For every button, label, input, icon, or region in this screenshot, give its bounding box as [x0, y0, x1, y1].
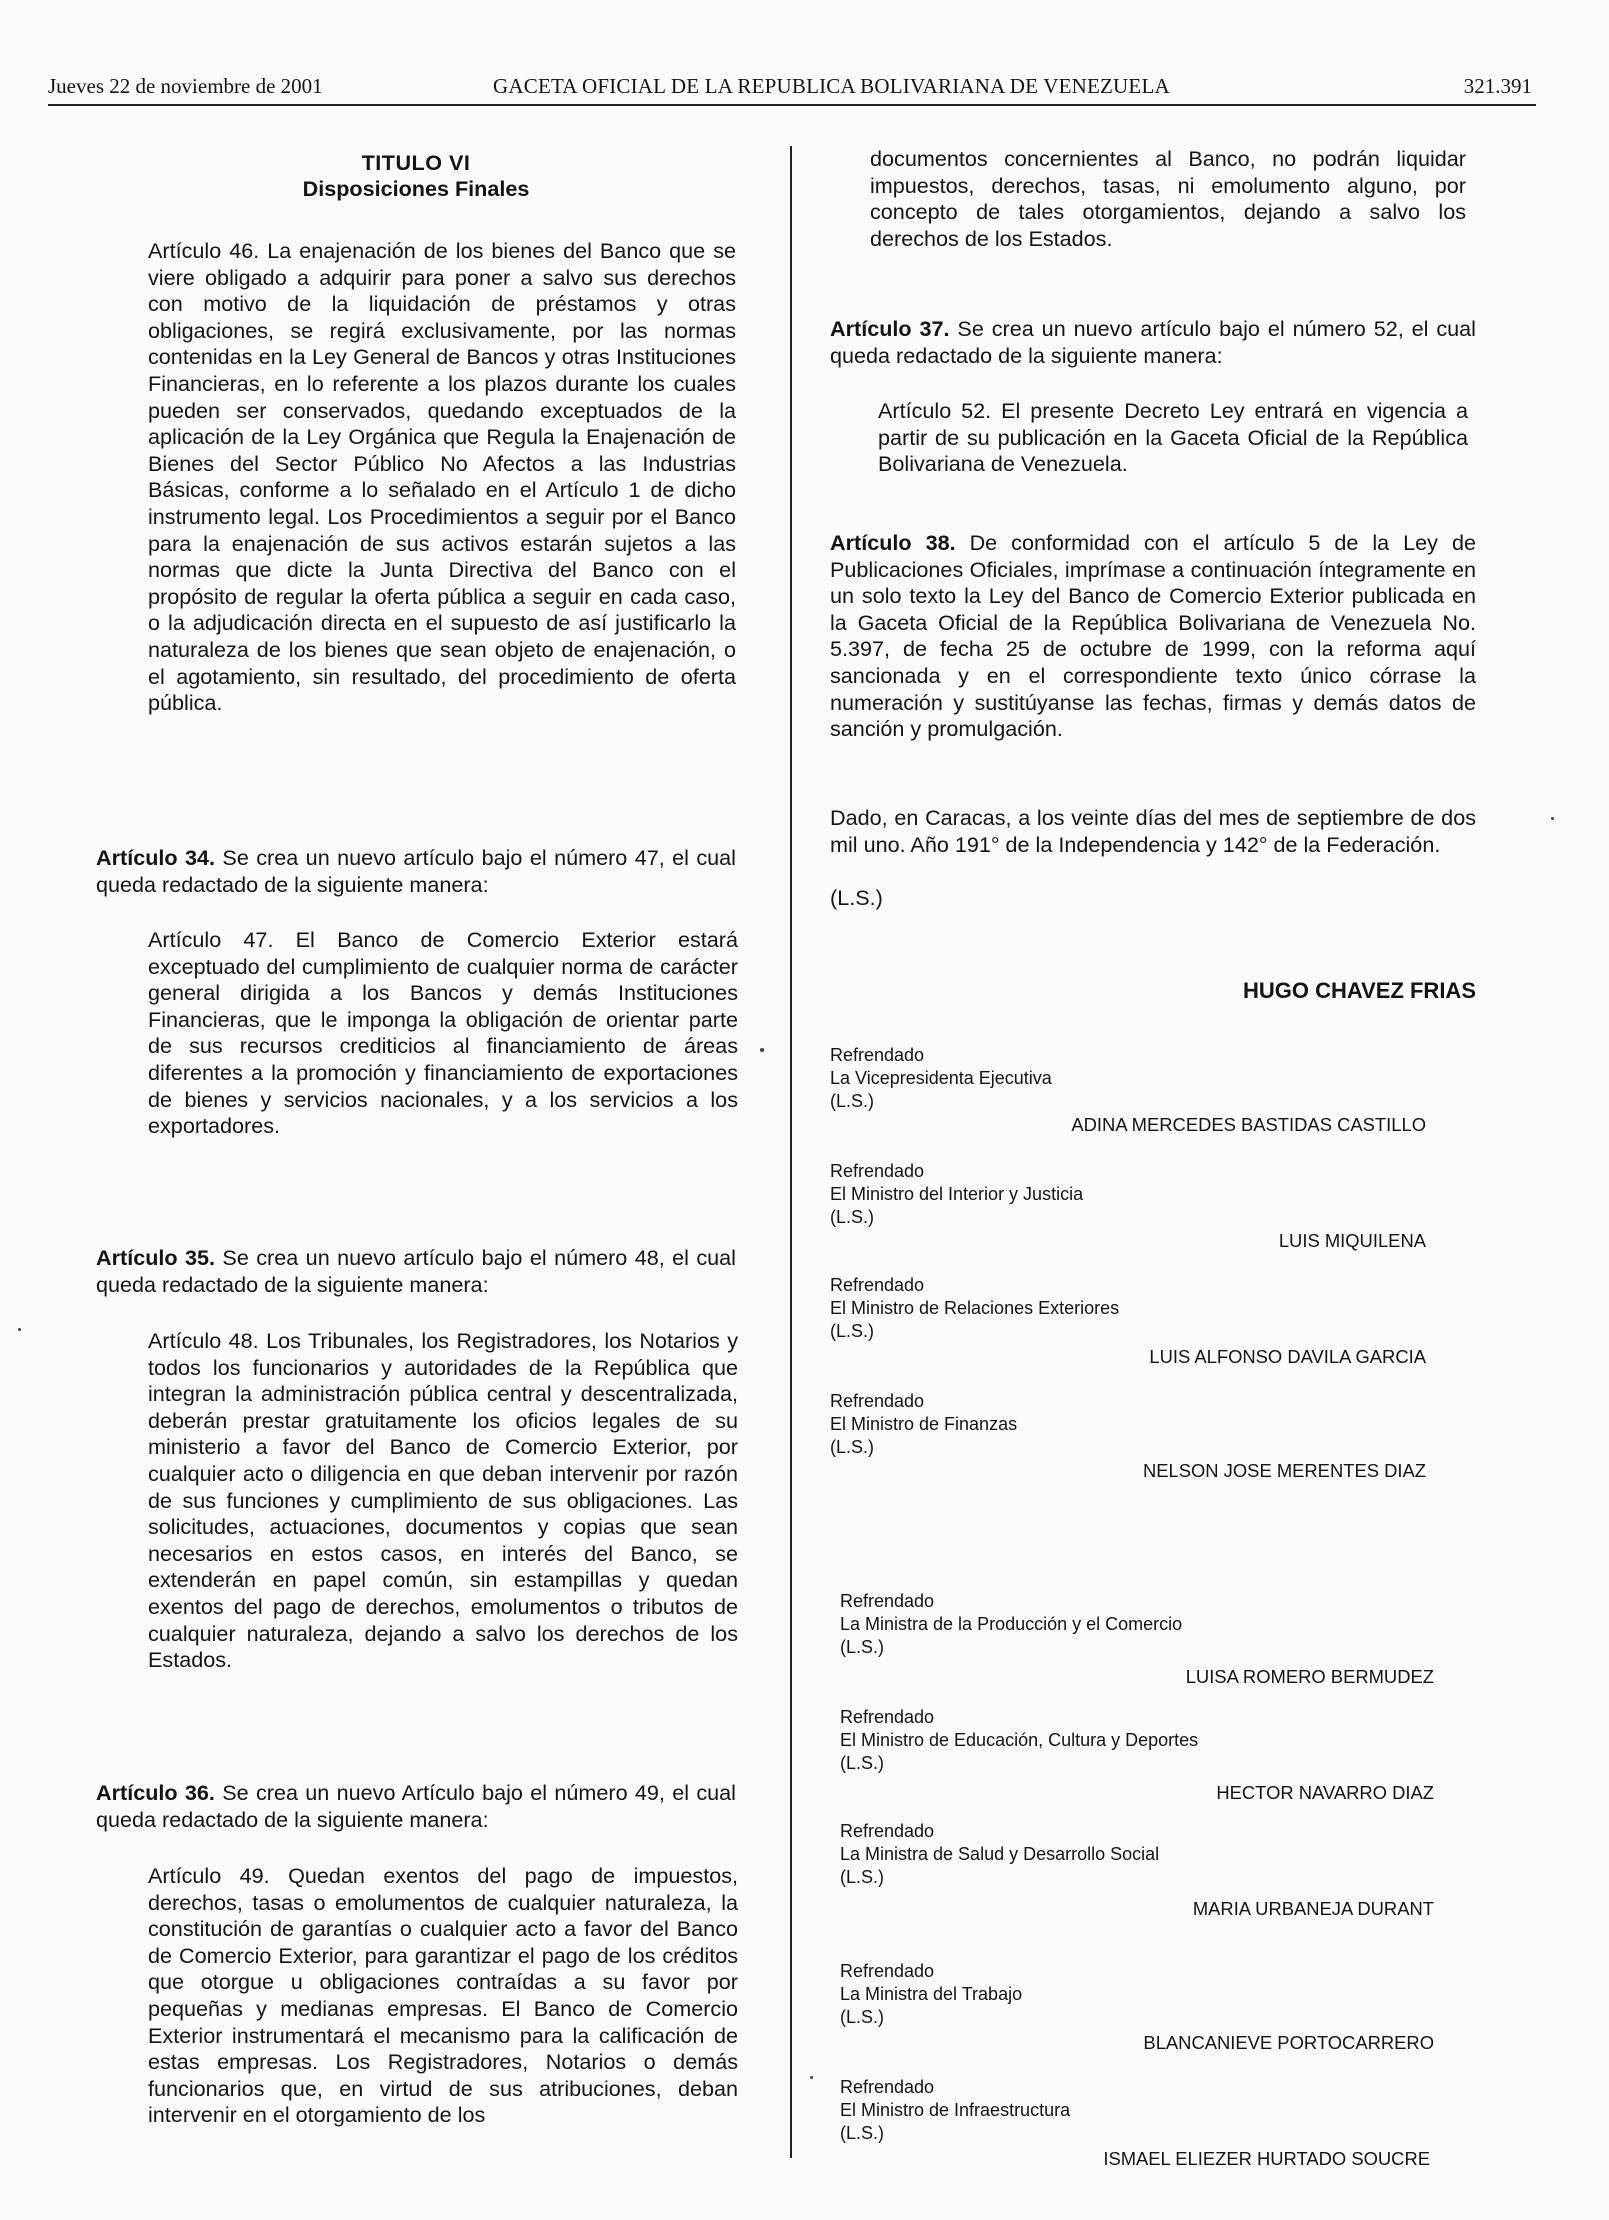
section-title: TITULO VI	[361, 150, 471, 175]
article-46: Artículo 46. La enajenación de los bienes del Banco que se viere obligado a adquirir para poner a salvo sus derechos con motivo de la liquidación de préstamos y otras obligaciones, se regirá exclusivamente, por las normas contenidas en la Ley General de Bancos y otras Instituciones Financieras, en lo referente a los plazos durante los cuales pueden ser conservados, quedando exceptuados de la aplicación de la Ley Orgánica que Regula la Enajenación de Bienes del Sector Público No Afectos a las Industrias Básicas, conforme a lo señalado en el Artículo 1 de dicho instrumento legal. Los Procedimientos a seguir por el Banco para la enajenación de sus activos estarán sujetos a las normas que dicte la Junta Directiva del Banco con el propósito de regular la oferta pública a seguir en cada caso, o la adjudicación directa en el supuesto de así justificarlo la naturaleza de los bienes que sean objeto de enajenación, o el agotamiento, sin resultado, del procedimiento de oferta pública.	[148, 238, 736, 716]
countersignature-name: LUIS MIQUILENA	[1278, 1230, 1426, 1251]
scan-speck	[810, 2076, 813, 2079]
article-35	[96, 1245, 736, 1298]
countersignature-role: La Vicepresidenta Ejecutiva	[830, 1068, 1052, 1088]
countersignature-role: El Ministro de Relaciones Exteriores	[830, 1298, 1120, 1318]
countersignature-ref: Refrendado	[840, 1591, 935, 1611]
countersignature-block	[830, 1390, 1017, 1459]
article-38-text: De conformidad con el artículo 5 de la Ley de Publicaciones Oficiales, imprímase a continuación íntegramente en un solo texto la Ley del Banco de Comercio Exterior publicada en la Gaceta Oficial de la República Bolivariana de Venezuela No. 5.397, de fecha 25 de octubre de 1999, con la reforma aquí sancionada y en el correspondiente texto único córrase la numeración y sustitúyanse las fechas, firmas y demás datos de sanción y promulgación.	[830, 530, 1476, 742]
countersignature-ls: (L.S.)	[840, 2123, 885, 2143]
right-column	[830, 0, 1476, 2220]
section-subtitle: Disposiciones Finales	[302, 176, 530, 201]
countersignature-ref: Refrendado	[830, 1045, 925, 1065]
countersignature-ref: Refrendado	[840, 2077, 935, 2097]
countersignature-ref: Refrendado	[840, 1961, 935, 1981]
countersignature-role: La Ministra de la Producción y el Comercio	[840, 1614, 1183, 1634]
countersignature-ls: (L.S.)	[840, 1637, 885, 1657]
countersignature-ref: Refrendado	[830, 1275, 925, 1295]
countersignature-block	[840, 1590, 1182, 1659]
article-37	[830, 316, 1476, 369]
countersignature-block	[830, 1160, 1083, 1229]
countersignature-ls: (L.S.)	[830, 1437, 875, 1457]
scan-speck	[1551, 817, 1554, 820]
header-page-number: 321.391	[1463, 74, 1532, 98]
countersignature-block	[840, 2076, 1070, 2145]
article-49-continued: documentos concernientes al Banco, no podrán liquidar impuestos, derechos, tasas, ni emolumento alguno, por concepto de tales otorgamientos, dejando a salvo los derechos de los Estados.	[870, 146, 1466, 251]
countersignature-block	[830, 1274, 1119, 1343]
countersignature-role: El Ministro de Infraestructura	[840, 2100, 1071, 2120]
article-34-text: Se crea un nuevo artículo bajo el número 47, el cual queda redactado de la siguiente manera:	[96, 845, 736, 897]
countersignature-ls: (L.S.)	[830, 1091, 875, 1111]
dado-clause: Dado, en Caracas, a los veinte días del mes de septiembre de dos mil uno. Año 191° de la Independencia y 142° de la Federación.	[830, 805, 1476, 857]
countersignature-ref: Refrendado	[840, 1707, 935, 1727]
left-column	[96, 0, 736, 2220]
countersignature-ls: (L.S.)	[830, 1207, 875, 1227]
countersignature-role: El Ministro de Finanzas	[830, 1414, 1018, 1434]
countersignature-ref: Refrendado	[830, 1391, 925, 1411]
countersignature-name: HECTOR NAVARRO DIAZ	[1216, 1782, 1434, 1803]
countersignature-role: El Ministro de Educación, Cultura y Deportes	[840, 1730, 1199, 1750]
article-35-text: Se crea un nuevo artículo bajo el número 48, el cual queda redactado de la siguiente manera:	[96, 1245, 736, 1297]
countersignature-block	[840, 1960, 1022, 2029]
article-38	[830, 530, 1476, 743]
scan-speck	[760, 1048, 764, 1052]
article-47: Artículo 47. El Banco de Comercio Exterior estará exceptuado del cumplimiento de cualquier norma de carácter general dirigida a los Bancos y demás Instituciones Financieras, que le imponga la obligación de orientar parte de sus recursos crediticios al financiamiento de áreas diferentes a la promoción y financiamiento de exportaciones de bienes y servicios nacionales, y a los servicios a los exportadores.	[148, 927, 738, 1139]
countersignature-ls: (L.S.)	[840, 2007, 885, 2027]
article-37-label: Artículo 37.	[830, 316, 950, 341]
article-37-text: Se crea un nuevo artículo bajo el número 52, el cual queda redactado de la siguiente manera:	[830, 316, 1476, 368]
article-36-label: Artículo 36.	[96, 1780, 215, 1805]
article-35-label: Artículo 35.	[96, 1245, 216, 1270]
article-36-text: Se crea un nuevo Artículo bajo el número 49, el cual queda redactado de la siguiente manera:	[96, 1780, 736, 1832]
countersignature-role: El Ministro del Interior y Justicia	[830, 1184, 1084, 1204]
article-36	[96, 1780, 736, 1833]
countersignature-name: LUISA ROMERO BERMUDEZ	[1185, 1666, 1434, 1687]
countersignature-ls: (L.S.)	[840, 1867, 885, 1887]
header-date: Jueves 22 de noviembre de 2001	[48, 74, 323, 98]
article-52: Artículo 52. El presente Decreto Ley entrará en vigencia a partir de su publicación en la Gaceta Oficial de la República Bolivariana de Venezuela.	[878, 398, 1468, 477]
countersignature-block	[840, 1820, 1159, 1889]
countersignature-ref: Refrendado	[840, 1821, 935, 1841]
article-38-label: Artículo 38.	[830, 530, 956, 555]
header-publication: GACETA OFICIAL DE LA REPUBLICA BOLIVARIANA DE VENEZUELA	[493, 74, 1170, 98]
countersignature-name: MARIA URBANEJA DURANT	[1192, 1898, 1434, 1919]
article-49: Artículo 49. Quedan exentos del pago de impuestos, derechos, tasas o emolumentos de cualquier naturaleza, la constitución de garantías o cualquier acto a favor del Banco de Comercio Exterior, para garantizar el pago de los créditos que otorgue u obligaciones contraídas a su favor por pequeñas y medianas empresas. El Banco de Comercio Exterior instrumentará el mecanismo para la calificación de estas empresas. Los Registradores, Notarios o demás funcionarios que, en virtud de sus atribuciones, deban intervenir en el otorgamiento de los	[148, 1863, 738, 2128]
column-divider	[790, 146, 792, 2158]
countersignature-role: La Ministra del Trabajo	[840, 1984, 1023, 2004]
article-34-label: Artículo 34.	[96, 845, 216, 870]
dado-ls: (L.S.)	[830, 885, 883, 910]
countersignature-ls: (L.S.)	[840, 1753, 885, 1773]
countersignature-block	[830, 1044, 1052, 1113]
countersignature-name: LUIS ALFONSO DAVILA GARCIA	[1149, 1346, 1426, 1367]
president-signature: HUGO CHAVEZ FRIAS	[1242, 978, 1476, 1003]
countersignature-name: BLANCANIEVE PORTOCARRERO	[1143, 2032, 1434, 2053]
countersignature-name: ISMAEL ELIEZER HURTADO SOUCRE	[1103, 2148, 1430, 2169]
scan-speck	[18, 1328, 21, 1331]
article-34	[96, 845, 736, 898]
countersignature-name: NELSON JOSE MERENTES DIAZ	[1142, 1460, 1426, 1481]
countersignature-block	[840, 1706, 1198, 1775]
countersignature-ls: (L.S.)	[830, 1321, 875, 1341]
countersignature-name: ADINA MERCEDES BASTIDAS CASTILLO	[1071, 1114, 1426, 1135]
countersignature-role: La Ministra de Salud y Desarrollo Social	[840, 1844, 1160, 1864]
countersignature-ref: Refrendado	[830, 1161, 925, 1181]
article-48: Artículo 48. Los Tribunales, los Registradores, los Notarios y todos los funcionarios y autoridades de la República que integran la administración pública central y descentralizada, deberán prestar gratuitamente los oficios legales de su ministerio a favor del Banco de Comercio Exterior, por cualquier acto o diligencia en que deban intervenir por razón de sus funciones y cumplimiento de sus obligaciones. Las solicitudes, actuaciones, documentos y copias que sean necesarios en estos casos, en interés del Banco, se extenderán en papel común, sin estampillas y quedan exentos del pago de derechos, emolumentos o tributos de cualquier naturaleza, dejando a salvo los derechos de los Estados.	[148, 1328, 738, 1673]
